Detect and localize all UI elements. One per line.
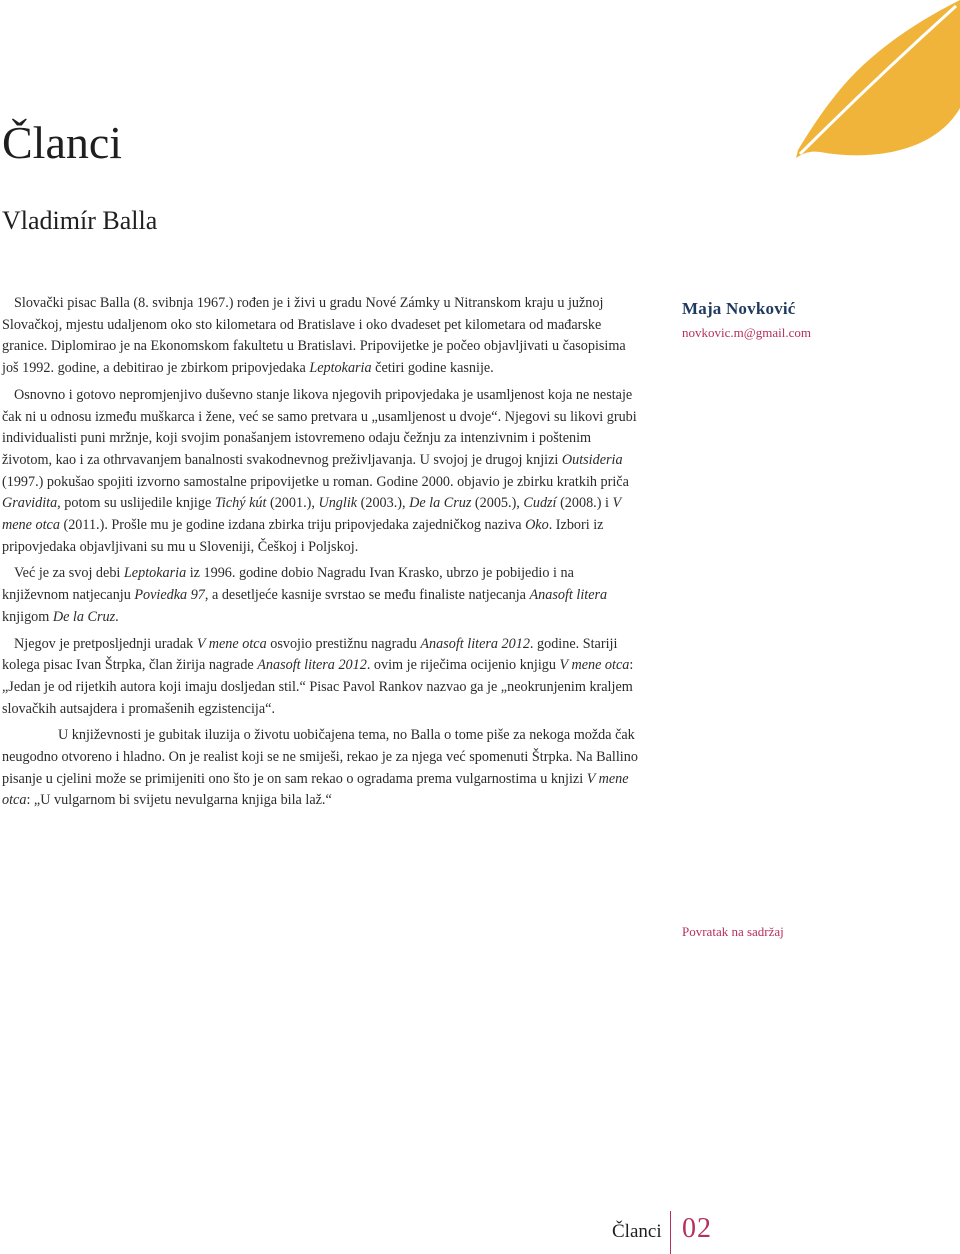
italic-title: De la Cruz <box>409 495 472 512</box>
italic-title: De la Cruz <box>52 608 116 625</box>
footer-section-label: Članci <box>612 1221 662 1242</box>
text-run: (2005.), <box>471 495 524 512</box>
text-run: U književnosti je gubitak iluzija o životu uobičajena tema, no Balla o tome piše za nekoga možda čak neugodno otvoreno i hladno. On je realist koji se ne smiješi, rekao je za njega već spomenuti Štrpka. Na Ballino pisanje u cjelini može se primijeniti ono što je on sam rekao o ogradama prema vulgarnostima u knjizi <box>2 727 638 787</box>
italic-title: V mene otca <box>2 770 629 809</box>
text-run: Osnovno i gotovo nepromjenjivo duševno stanje likova njegovih pripovjedaka je usamljenost koja ne nestaje čak ni u odnosu između muškarca i žene, već se samo pretvara u „usamljenost u dvoje“. Njegovi su likovi grubi individualisti puni mržnje, koji svojim ponašanjem istovremeno odaju čežnju za intenzivnim i poštenim životom, kao i za othrvavanjem banalnosti svakodnevnog preživljavanja. U svojoj je drugoj knjizi <box>2 386 637 468</box>
text-run: Slovački pisac Balla (8. svibnja 1967.) rođen je i živi u gradu Nové Zámky u Nitranskom kraju u južnoj Slovačkoj, mjestu udaljenom oko sto kilometara od Bratislave i oko dvadeset pet kilometara od mađarske granice. Diplomirao je na Ekonomskom fakultetu u Bratislavi. Pripovijetke je počeo objavljivati u časopisima još 1992. godine, a debitirao je zbirkom pripovjedaka <box>2 295 626 377</box>
text-run: , potom su uslijedile knjige <box>57 495 215 512</box>
text-run: . <box>115 608 119 625</box>
article-paragraph <box>2 385 642 559</box>
article-body <box>2 293 642 817</box>
back-to-contents-link[interactable]: Povratak na sadržaj <box>682 924 784 939</box>
italic-title: Gravidita <box>2 495 58 512</box>
text-run: knjigom <box>2 608 53 625</box>
italic-title: V mene otca <box>2 495 621 534</box>
text-run: . ovim je riječima ocijenio knjigu <box>366 657 560 674</box>
italic-title: Outsideria <box>561 451 623 468</box>
translator-email[interactable]: novkovic.m@gmail.com <box>682 325 811 340</box>
text-run: Već je za svoj debi <box>14 565 124 582</box>
text-run: . godine. Stariji kolega pisac Ivan Štrpka, član žirija nagrade <box>2 635 618 674</box>
italic-title: Leptokaria <box>309 360 372 377</box>
italic-title: Anasoft litera 2012 <box>257 657 367 674</box>
italic-title: Anasoft litera 2012 <box>420 635 530 652</box>
text-run: (2001.), <box>266 495 319 512</box>
text-run: četiri godine kasnije. <box>371 360 494 377</box>
text-run: osvojio prestižnu nagradu <box>266 635 421 652</box>
translator-info <box>682 299 811 341</box>
text-run: (2003.), <box>357 495 410 512</box>
section-title: Članci <box>2 117 123 168</box>
text-run: . Izbori iz pripovjedaka objavljivani su mu u Sloveniji, Češkoj i Poljskoj. <box>2 517 604 555</box>
italic-title: Tichý kút <box>214 495 267 512</box>
italic-title: Oko <box>525 517 549 534</box>
text-run: : „Jedan je od rijetkih autora koji imaju dosljedan stil.“ Pisac Pavol Rankov nazvao ga je „neokrunjenim kraljem slovačkih autsajdera i promašenih egzistencija“. <box>2 657 634 717</box>
italic-title: Unglik <box>318 495 358 512</box>
italic-title: Leptokaria <box>123 565 187 582</box>
text-run: (1997.) pokušao spojiti izvorno samostalne pripovijetke u roman. Godine 2000. objavio je zbirku kratkih priča <box>2 473 629 490</box>
article-paragraph <box>2 725 642 812</box>
text-run: (2008.) i <box>556 495 613 512</box>
translator-name: Maja Novković <box>682 299 796 318</box>
page-number: 02 <box>682 1213 712 1244</box>
article-paragraph <box>2 634 642 721</box>
article-paragraph <box>2 563 642 628</box>
footer-divider <box>670 1211 671 1254</box>
article-paragraph <box>2 293 642 380</box>
italic-title: Cudzí <box>523 495 557 512</box>
text-run: : „U vulgarnom bi svijetu nevulgarna knjiga bila laž.“ <box>26 792 332 809</box>
italic-title: Anasoft litera <box>529 587 608 604</box>
italic-title: Poviedka 97 <box>134 587 205 604</box>
text-run: (2011.). Prošle mu je godine izdana zbirka triju pripovjedaka zajedničkog naziva <box>59 517 526 534</box>
text-run: iz 1996. godine dobio Nagradu Ivan Krasko, ubrzo je pobijedio i na književnom natjecanju <box>2 565 574 604</box>
text-run: , a desetljeće kasnije svrstao se među finaliste natjecanja <box>204 587 530 604</box>
author-name: Vladimír Balla <box>2 206 158 235</box>
italic-title: V mene otca <box>559 657 630 674</box>
italic-title: V mene otca <box>196 635 267 652</box>
text-run: Njegov je pretposljednji uradak <box>14 635 197 652</box>
leaf-decoration-icon <box>796 0 960 160</box>
